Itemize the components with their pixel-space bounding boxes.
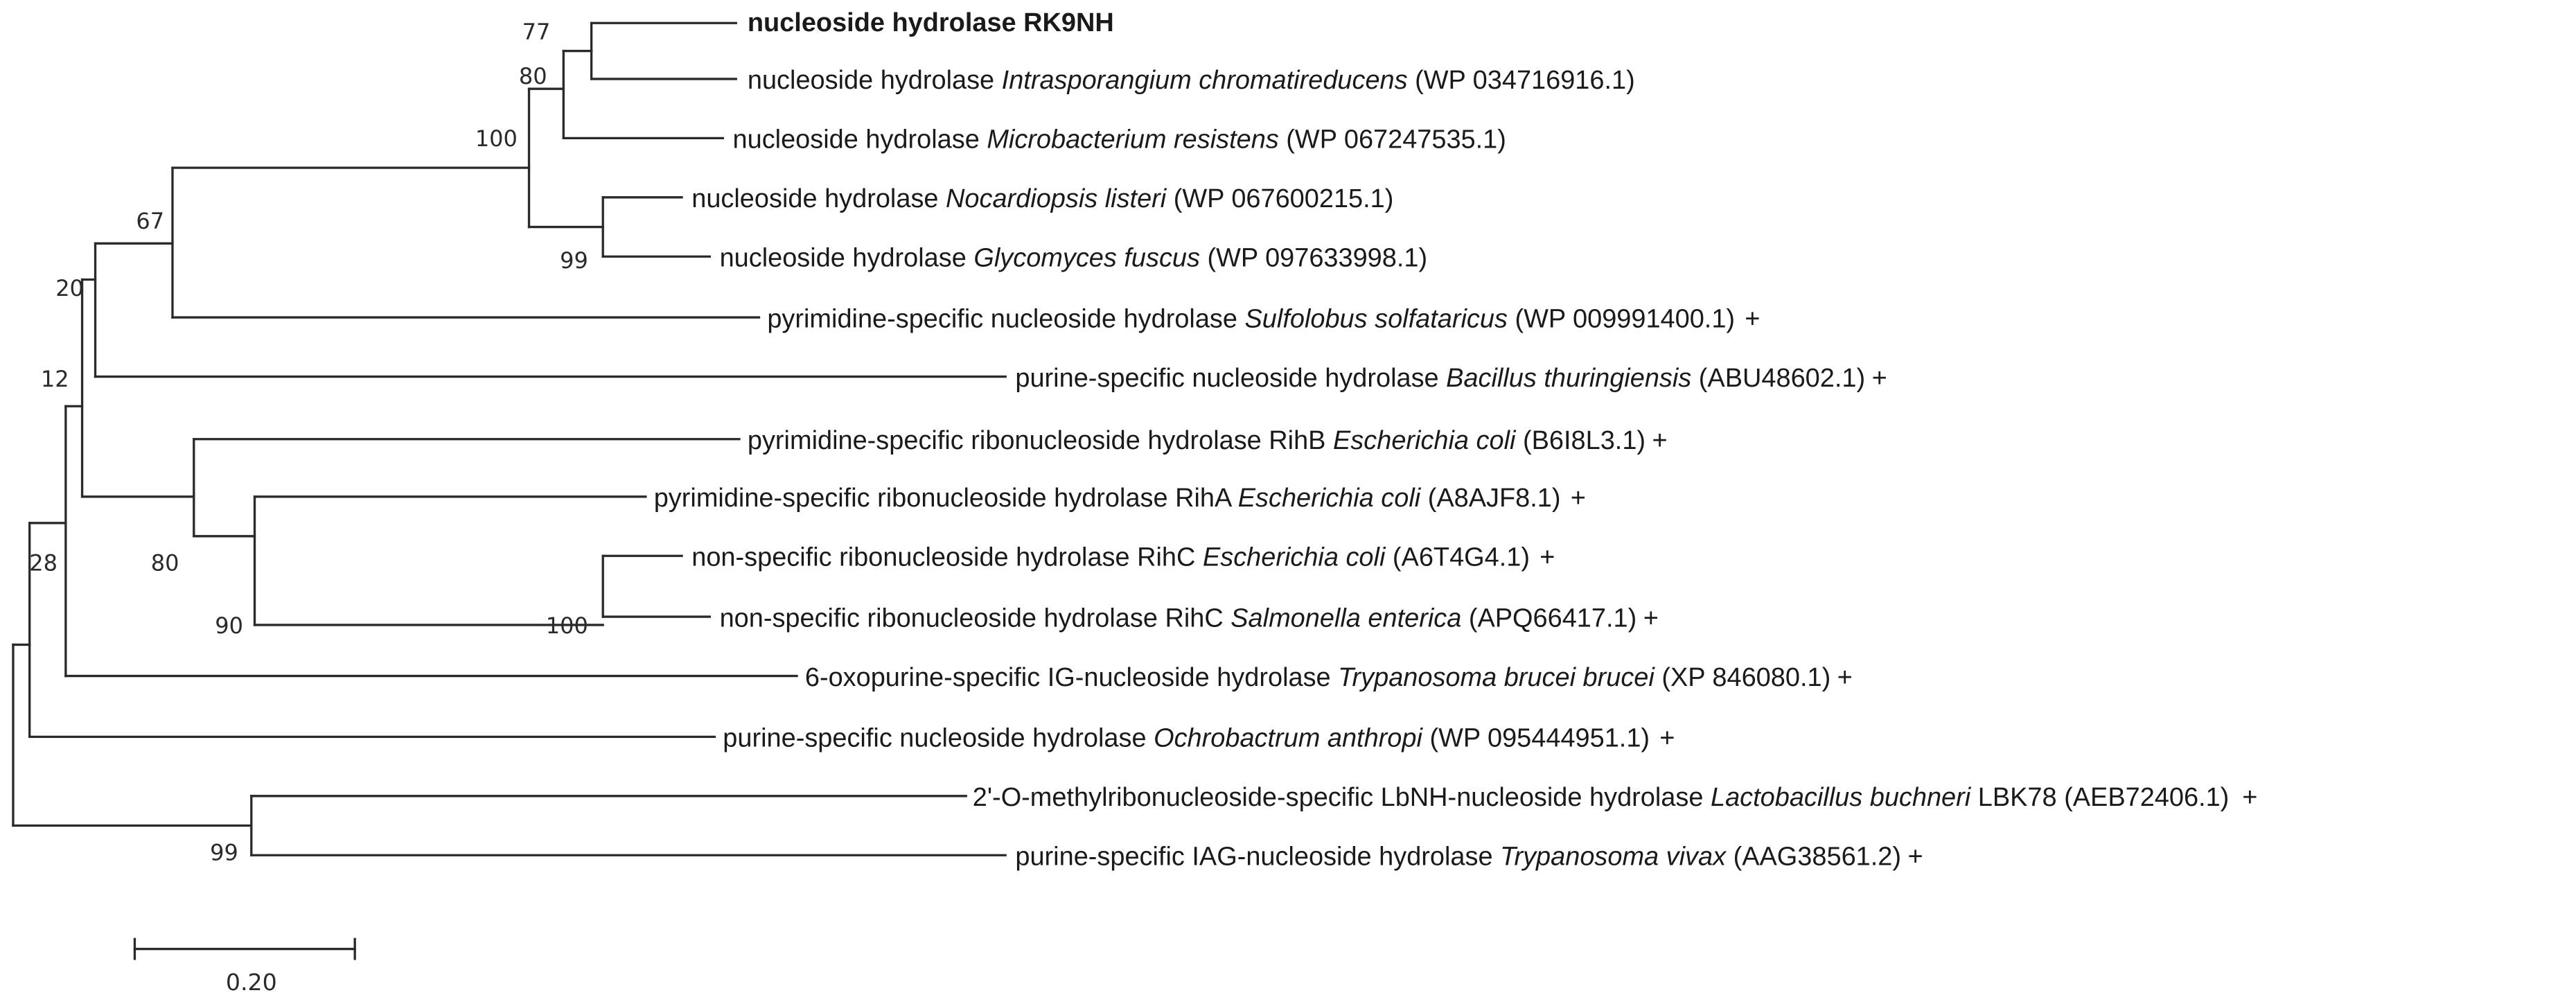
bootstrap-80-actino: 80 (518, 63, 547, 90)
bootstrap-100-rihc: 100 (545, 612, 588, 639)
tip-label-rihc-salmonella: non-specific ribonucleoside hydrolase RihC Salmonella enterica (APQ66417.1) + (719, 604, 1659, 633)
bootstrap-12: 12 (40, 365, 69, 392)
tip-label-intrasporangium: nucleoside hydrolase Intrasporangium chromatireducens (WP 034716916.1) (747, 66, 1635, 96)
tip-label-bacillus: purine-specific nucleoside hydrolase Bacillus thuringiensis (ABU48602.1) + (1015, 363, 1887, 393)
tip-label-sulfolobus: pyrimidine-specific nucleoside hydrolase Sulfolobus solfataricus (WP 009991400.1) + (767, 304, 1761, 334)
tip-label-glycomyces: nucleoside hydrolase Glycomyces fuscus (WP 097633998.1) (719, 243, 1428, 273)
tip-label-ochrobactrum: purine-specific nucleoside hydrolase Ochrobactrum anthropi (WP 095444951.1) + (723, 723, 1675, 753)
bootstrap-77: 77 (522, 18, 551, 45)
tip-label-rk9nh: nucleoside hydrolase RK9NH (747, 8, 1114, 38)
bootstrap-67: 67 (136, 207, 165, 234)
tip-labels (654, 8, 2258, 871)
bootstrap-100-actino: 100 (475, 125, 518, 152)
bootstrap-80-rih: 80 (150, 549, 179, 576)
scale-bar (134, 939, 355, 995)
tip-label-rihb-ecoli: pyrimidine-specific ribonucleoside hydrolase RihB Escherichia coli (B6I8L3.1) + (747, 425, 1668, 455)
bootstrap-labels (29, 19, 588, 865)
bootstrap-90: 90 (215, 612, 243, 639)
bootstrap-99-bottom: 99 (210, 839, 238, 866)
tip-label-nocardiopsis: nucleoside hydrolase Nocardiopsis listeri (WP 067600215.1) (691, 184, 1394, 214)
tip-label-trypanosoma-brucei: 6-oxopurine-specific IG-nucleoside hydrolase Trypanosoma brucei brucei (XP 846080.1) + (804, 662, 1853, 692)
bootstrap-20: 20 (55, 275, 84, 302)
tip-label-rihc-ecoli: non-specific ribonucleoside hydrolase RihC Escherichia coli (A6T4G4.1) + (691, 543, 1555, 572)
tip-label-lactobacillus: 2'-O-methylribonucleoside-specific LbNH-nucleoside hydrolase Lactobacillus buchneri LBK78 (AEB72406.1) + (972, 783, 2258, 813)
scale-bar-label: 0.20 (225, 968, 277, 995)
bootstrap-99-nocardiopsis: 99 (560, 247, 588, 274)
tip-label-trypanosoma-vivax: purine-specific IAG-nucleoside hydrolase Trypanosoma vivax (AAG38561.2) + (1015, 842, 1923, 872)
tip-label-riha-ecoli: pyrimidine-specific ribonucleoside hydrolase RihA Escherichia coli (A8AJF8.1) + (653, 484, 1586, 513)
tip-label-microbacterium: nucleoside hydrolase Microbacterium resistens (WP 067247535.1) (732, 125, 1506, 155)
bootstrap-28: 28 (29, 549, 58, 576)
